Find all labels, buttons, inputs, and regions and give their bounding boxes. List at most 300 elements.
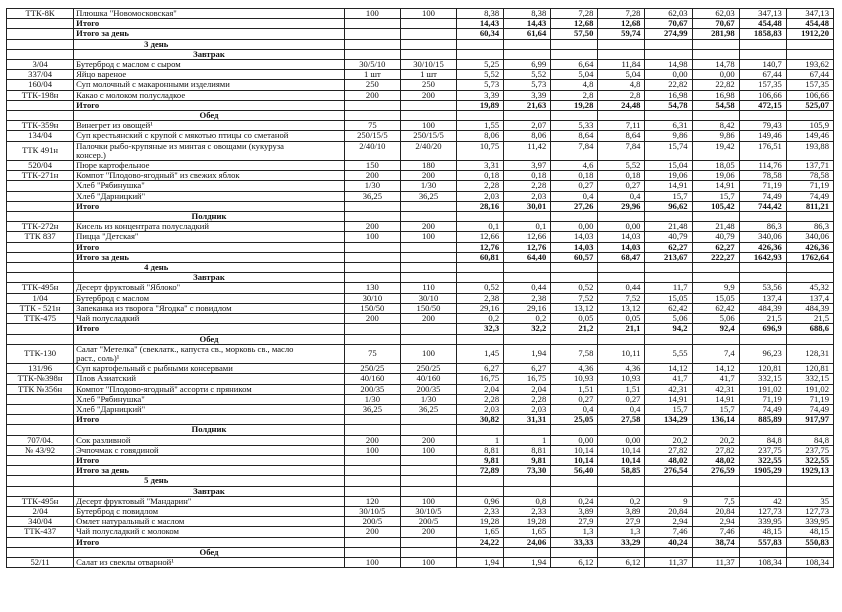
dish-name-cell: Итого: [74, 100, 345, 110]
dish-name-cell: Итого: [74, 415, 345, 425]
value-cell: 3,89: [551, 506, 598, 516]
portion-cell: [400, 466, 456, 476]
value-cell: 12,76: [457, 242, 504, 252]
value-cell: 53,56: [739, 283, 786, 293]
value-cell: 7,52: [598, 293, 645, 303]
value-cell: 10,11: [598, 344, 645, 363]
value-cell: [645, 547, 692, 557]
meal-section-row: [7, 111, 834, 121]
value-cell: 40,24: [645, 537, 692, 547]
table-row: [7, 557, 834, 567]
day-header-row: [7, 476, 834, 486]
recipe-code-cell: [7, 242, 74, 252]
value-cell: 340,06: [786, 232, 833, 242]
value-cell: 137,71: [786, 161, 833, 171]
dish-name-cell: Обед: [74, 334, 345, 344]
value-cell: 2,8: [598, 90, 645, 100]
table-row: [7, 517, 834, 527]
portion-cell: 250/15/5: [400, 131, 456, 141]
dish-name-cell: Чай полусладкий с молоком: [74, 527, 345, 537]
dish-name-cell: Итого за день: [74, 29, 345, 39]
recipe-code-cell: [7, 252, 74, 262]
value-cell: 0,00: [692, 70, 739, 80]
value-cell: 12,68: [551, 19, 598, 29]
value-cell: 27,9: [598, 517, 645, 527]
recipe-code-cell: ТТК-359н: [7, 121, 74, 131]
value-cell: 11,42: [504, 141, 551, 160]
recipe-code-cell: [7, 324, 74, 334]
value-cell: [739, 212, 786, 222]
value-cell: 2,28: [457, 394, 504, 404]
value-cell: 0,18: [504, 171, 551, 181]
value-cell: 57,50: [551, 29, 598, 39]
value-cell: 105,9: [786, 121, 833, 131]
dish-name-cell: Итого за день: [74, 466, 345, 476]
value-cell: 274,99: [645, 29, 692, 39]
value-cell: 120,81: [786, 364, 833, 374]
value-cell: 7,58: [551, 344, 598, 363]
value-cell: 2,94: [692, 517, 739, 527]
value-cell: 1905,29: [739, 466, 786, 476]
total-row: [7, 100, 834, 110]
table-row: [7, 121, 834, 131]
value-cell: 19,28: [551, 100, 598, 110]
value-cell: 12,76: [504, 242, 551, 252]
dish-name-cell: Эчпочмак с говядиной: [74, 445, 345, 455]
dish-name-line-2: консер.): [76, 149, 106, 160]
value-cell: 5,52: [598, 161, 645, 171]
value-cell: 2,03: [504, 404, 551, 414]
recipe-code-cell: [7, 19, 74, 29]
value-cell: 14,03: [551, 242, 598, 252]
value-cell: 30,01: [504, 201, 551, 211]
value-cell: 0,00: [551, 222, 598, 232]
value-cell: 9,9: [692, 283, 739, 293]
value-cell: 108,34: [739, 557, 786, 567]
value-cell: 29,16: [504, 303, 551, 313]
value-cell: 15,04: [645, 161, 692, 171]
value-cell: 62,27: [645, 242, 692, 252]
portion-cell: 1 шт: [400, 70, 456, 80]
portion-cell: [400, 547, 456, 557]
table-row: [7, 506, 834, 516]
value-cell: 140,7: [739, 60, 786, 70]
value-cell: 62,03: [645, 9, 692, 19]
portion-cell: [344, 476, 400, 486]
recipe-code-cell: № 43/92: [7, 445, 74, 455]
value-cell: 0,27: [598, 181, 645, 191]
portion-cell: 200: [400, 435, 456, 445]
table-row: [7, 364, 834, 374]
portion-cell: 200: [400, 90, 456, 100]
dish-name-cell: Бутерброд с маслом с сыром: [74, 60, 345, 70]
portion-cell: 100: [344, 232, 400, 242]
portion-cell: 120: [344, 496, 400, 506]
day-header-row: [7, 39, 834, 49]
portion-cell: [400, 334, 456, 344]
portion-cell: 30/5/10: [344, 60, 400, 70]
value-cell: [598, 486, 645, 496]
value-cell: 237,75: [786, 445, 833, 455]
value-cell: [739, 273, 786, 283]
value-cell: [551, 425, 598, 435]
value-cell: 127,73: [739, 506, 786, 516]
value-cell: 0,18: [457, 171, 504, 181]
value-cell: 5,55: [645, 344, 692, 363]
portion-cell: 150/50: [344, 303, 400, 313]
dish-name-cell: Яйцо вареное: [74, 70, 345, 80]
portion-cell: [400, 252, 456, 262]
portion-cell: [400, 19, 456, 29]
value-cell: 550,83: [786, 537, 833, 547]
value-cell: 16,75: [457, 374, 504, 384]
value-cell: 14,43: [504, 19, 551, 29]
value-cell: 27,82: [645, 445, 692, 455]
value-cell: 9,86: [692, 131, 739, 141]
portion-cell: [400, 201, 456, 211]
value-cell: 14,78: [692, 60, 739, 70]
portion-cell: 75: [344, 344, 400, 363]
value-cell: 48,15: [786, 527, 833, 537]
recipe-code-cell: [7, 263, 74, 273]
value-cell: 19,28: [457, 517, 504, 527]
meal-section-row: [7, 334, 834, 344]
value-cell: 8,81: [457, 445, 504, 455]
value-cell: 58,85: [598, 466, 645, 476]
recipe-code-cell: [7, 394, 74, 404]
value-cell: 0,4: [551, 191, 598, 201]
value-cell: [692, 425, 739, 435]
menu-table: [6, 8, 834, 568]
value-cell: 16,98: [645, 90, 692, 100]
value-cell: 5,04: [598, 70, 645, 80]
dish-name-cell: Обед: [74, 547, 345, 557]
value-cell: 42,31: [645, 384, 692, 394]
dish-name-cell: Плюшка "Новомосковская": [74, 9, 345, 19]
recipe-code-cell: [7, 334, 74, 344]
value-cell: 27,26: [551, 201, 598, 211]
dish-name-cell: Десерт фруктовый "Яблоко": [74, 283, 345, 293]
value-cell: 281,98: [692, 29, 739, 39]
portion-cell: 30/10: [344, 293, 400, 303]
value-cell: 6,27: [504, 364, 551, 374]
value-cell: 11,7: [645, 283, 692, 293]
value-cell: 9: [645, 496, 692, 506]
value-cell: 19,06: [645, 171, 692, 181]
value-cell: 15,05: [645, 293, 692, 303]
menu-table-body: [7, 9, 834, 568]
value-cell: 2,28: [504, 181, 551, 191]
recipe-code-cell: [7, 415, 74, 425]
value-cell: [645, 334, 692, 344]
value-cell: 688,6: [786, 324, 833, 334]
value-cell: 213,67: [645, 252, 692, 262]
value-cell: 7,84: [551, 141, 598, 160]
recipe-code-cell: ТТК-8К: [7, 9, 74, 19]
value-cell: [786, 547, 833, 557]
value-cell: [504, 111, 551, 121]
value-cell: 105,42: [692, 201, 739, 211]
total-row: [7, 19, 834, 29]
value-cell: 7,5: [692, 496, 739, 506]
recipe-code-cell: [7, 455, 74, 465]
value-cell: 15,74: [645, 141, 692, 160]
value-cell: 193,62: [786, 60, 833, 70]
recipe-code-cell: [7, 49, 74, 59]
dish-name-cell: Плов Азиатский: [74, 374, 345, 384]
dish-name-cell: Итого: [74, 324, 345, 334]
portion-cell: [400, 273, 456, 283]
value-cell: 9,81: [457, 455, 504, 465]
value-cell: 67,44: [739, 70, 786, 80]
portion-cell: [344, 263, 400, 273]
value-cell: 29,96: [598, 201, 645, 211]
value-cell: 322,55: [739, 455, 786, 465]
value-cell: 78,58: [786, 171, 833, 181]
portion-cell: [344, 324, 400, 334]
value-cell: [504, 486, 551, 496]
value-cell: 8,64: [551, 131, 598, 141]
value-cell: 10,75: [457, 141, 504, 160]
value-cell: 1,65: [457, 527, 504, 537]
recipe-code-cell: [7, 181, 74, 191]
portion-cell: 200: [344, 90, 400, 100]
value-cell: [692, 486, 739, 496]
portion-cell: 30/10: [400, 293, 456, 303]
portion-cell: 200: [400, 222, 456, 232]
value-cell: 6,12: [598, 557, 645, 567]
total-row: [7, 455, 834, 465]
value-cell: 339,95: [739, 517, 786, 527]
dish-name-cell: Суп молочный с макаронными изделиями: [74, 80, 345, 90]
table-row: [7, 293, 834, 303]
value-cell: 347,13: [786, 9, 833, 19]
value-cell: [504, 49, 551, 59]
dish-name-cell: [74, 344, 345, 363]
value-cell: 222,27: [692, 252, 739, 262]
portion-cell: 100: [344, 557, 400, 567]
value-cell: 114,76: [739, 161, 786, 171]
value-cell: 48,15: [739, 527, 786, 537]
portion-cell: 250: [344, 80, 400, 90]
dish-name-cell: Завтрак: [74, 49, 345, 59]
portion-cell: 36,25: [400, 404, 456, 414]
dish-name-cell: Итого: [74, 19, 345, 29]
recipe-code-cell: ТТК-495н: [7, 283, 74, 293]
meal-section-row: [7, 425, 834, 435]
value-cell: [739, 547, 786, 557]
value-cell: 1: [457, 435, 504, 445]
value-cell: 149,46: [739, 131, 786, 141]
value-cell: 96,23: [739, 344, 786, 363]
recipe-code-cell: [7, 39, 74, 49]
dish-name-cell: Компот "Плодово-ягодный" из свежих яблок: [74, 171, 345, 181]
dish-name-cell: Полдник: [74, 425, 345, 435]
value-cell: 134,29: [645, 415, 692, 425]
dish-name-cell: Хлеб "Дарницкий": [74, 191, 345, 201]
portion-cell: [344, 455, 400, 465]
value-cell: 7,28: [551, 9, 598, 19]
portion-cell: 100: [400, 496, 456, 506]
dish-name-cell: Полдник: [74, 212, 345, 222]
portion-cell: 200/5: [400, 517, 456, 527]
value-cell: 2,38: [504, 293, 551, 303]
portion-cell: 200: [344, 222, 400, 232]
value-cell: 472,15: [739, 100, 786, 110]
value-cell: 6,31: [645, 121, 692, 131]
value-cell: [457, 273, 504, 283]
value-cell: 7,28: [598, 9, 645, 19]
portion-cell: 200: [400, 171, 456, 181]
recipe-code-cell: [7, 273, 74, 283]
value-cell: 68,47: [598, 252, 645, 262]
value-cell: 2,38: [457, 293, 504, 303]
value-cell: [551, 273, 598, 283]
value-cell: 21,5: [739, 314, 786, 324]
value-cell: 8,81: [504, 445, 551, 455]
value-cell: 27,82: [692, 445, 739, 455]
value-cell: 4,6: [551, 161, 598, 171]
value-cell: 10,14: [598, 445, 645, 455]
portion-cell: [344, 537, 400, 547]
value-cell: 484,39: [739, 303, 786, 313]
value-cell: 40,79: [692, 232, 739, 242]
value-cell: 27,9: [551, 517, 598, 527]
dish-name-cell: Итого: [74, 537, 345, 547]
value-cell: 5,73: [457, 80, 504, 90]
value-cell: 1: [504, 435, 551, 445]
value-cell: 12,68: [598, 19, 645, 29]
portion-cell: 250/25: [344, 364, 400, 374]
value-cell: 21,48: [645, 222, 692, 232]
portion-cell: [344, 49, 400, 59]
value-cell: 10,93: [598, 374, 645, 384]
value-cell: 0,52: [457, 283, 504, 293]
portion-cell: 200: [400, 527, 456, 537]
dish-name-cell: Хлеб "Дарницкий": [74, 404, 345, 414]
value-cell: [598, 334, 645, 344]
value-cell: 2,04: [457, 384, 504, 394]
value-cell: 10,93: [551, 374, 598, 384]
value-cell: 525,07: [786, 100, 833, 110]
value-cell: 2,04: [504, 384, 551, 394]
portion-cell: [344, 100, 400, 110]
portion-cell: [344, 201, 400, 211]
value-cell: 33,33: [551, 537, 598, 547]
value-cell: 1,55: [457, 121, 504, 131]
recipe-code-cell: 3/04: [7, 60, 74, 70]
table-row: [7, 141, 834, 160]
value-cell: 454,48: [786, 19, 833, 29]
total-row: [7, 324, 834, 334]
recipe-code-cell: 520/04: [7, 161, 74, 171]
value-cell: 176,51: [739, 141, 786, 160]
value-cell: [692, 263, 739, 273]
value-cell: 9,86: [645, 131, 692, 141]
value-cell: 1,94: [504, 557, 551, 567]
table-row: [7, 60, 834, 70]
value-cell: 21,1: [598, 324, 645, 334]
value-cell: 0,05: [598, 314, 645, 324]
value-cell: 14,03: [551, 232, 598, 242]
value-cell: [645, 212, 692, 222]
value-cell: [504, 547, 551, 557]
table-row: [7, 131, 834, 141]
portion-cell: 100: [400, 557, 456, 567]
value-cell: 71,19: [786, 394, 833, 404]
value-cell: 70,67: [692, 19, 739, 29]
value-cell: [551, 547, 598, 557]
portion-cell: 40/160: [344, 374, 400, 384]
portion-cell: 100: [400, 121, 456, 131]
portion-cell: 30/10/5: [400, 506, 456, 516]
table-row: [7, 344, 834, 363]
portion-cell: 1 шт: [344, 70, 400, 80]
value-cell: 106,66: [786, 90, 833, 100]
value-cell: 86,3: [739, 222, 786, 232]
value-cell: 322,55: [786, 455, 833, 465]
table-row: [7, 394, 834, 404]
value-cell: 4,8: [598, 80, 645, 90]
portion-cell: [344, 29, 400, 39]
menu-sheet: [6, 8, 834, 568]
portion-cell: 75: [344, 121, 400, 131]
value-cell: [598, 547, 645, 557]
value-cell: 19,89: [457, 100, 504, 110]
value-cell: [598, 425, 645, 435]
portion-cell: 150/50: [400, 303, 456, 313]
value-cell: 15,7: [645, 191, 692, 201]
value-cell: 13,12: [598, 303, 645, 313]
portion-cell: 100: [400, 9, 456, 19]
value-cell: 191,02: [739, 384, 786, 394]
value-cell: 7,46: [692, 527, 739, 537]
dish-name-cell: Итого: [74, 201, 345, 211]
value-cell: 0,8: [504, 496, 551, 506]
value-cell: 8,64: [598, 131, 645, 141]
recipe-code-cell: ТТК - 521н: [7, 303, 74, 313]
value-cell: [504, 263, 551, 273]
value-cell: 1,94: [504, 344, 551, 363]
value-cell: 0,18: [551, 171, 598, 181]
value-cell: 14,12: [692, 364, 739, 374]
value-cell: 86,3: [786, 222, 833, 232]
value-cell: 0,4: [551, 404, 598, 414]
value-cell: 71,19: [786, 181, 833, 191]
value-cell: 14,03: [598, 232, 645, 242]
day-header-row: [7, 263, 834, 273]
portion-cell: [400, 212, 456, 222]
portion-cell: [344, 466, 400, 476]
dish-name-line-2: раст., соль)¹: [76, 352, 120, 363]
value-cell: 92,4: [692, 324, 739, 334]
dish-name-cell: Винегрет из овощей¹: [74, 121, 345, 131]
recipe-code-cell: [7, 212, 74, 222]
portion-cell: [400, 100, 456, 110]
recipe-code-cell: 340/04: [7, 517, 74, 527]
dish-name-cell: 5 день: [74, 476, 345, 486]
value-cell: 0,96: [457, 496, 504, 506]
value-cell: 9,81: [504, 455, 551, 465]
value-cell: 149,46: [786, 131, 833, 141]
value-cell: 1762,64: [786, 252, 833, 262]
table-row: [7, 191, 834, 201]
value-cell: 14,12: [645, 364, 692, 374]
value-cell: 2,33: [457, 506, 504, 516]
portion-cell: [344, 252, 400, 262]
value-cell: 5,06: [645, 314, 692, 324]
value-cell: 0,4: [598, 404, 645, 414]
